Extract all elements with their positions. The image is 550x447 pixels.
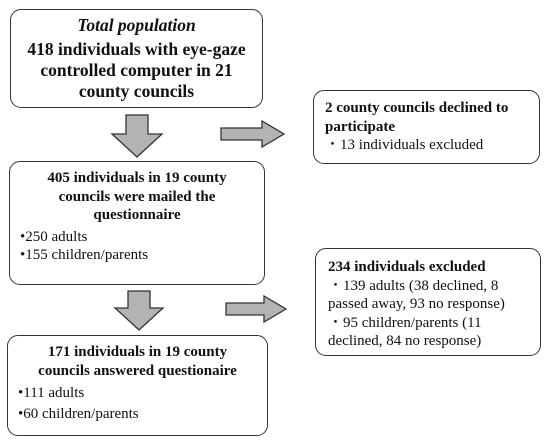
mailed-item-adults: •250 adults (20, 228, 88, 245)
answered-items (18, 384, 267, 423)
down-arrow-1 (112, 115, 162, 157)
total-population-heading: Total population (77, 15, 196, 35)
excluded-title: 234 individuals excluded (328, 259, 486, 275)
declined-title (325, 99, 539, 136)
excluded-item-1: ・139 adults (38 declined, 8 (328, 277, 499, 294)
mailed-line-3: questionnaire (93, 207, 181, 223)
declined-councils-box (313, 90, 540, 164)
answered-line-2: councils answered questionaire (38, 362, 237, 379)
declined-line-1: 2 county councils declined to (325, 100, 509, 116)
answered-questionnaire-box (7, 335, 268, 436)
total-population-text (11, 39, 262, 102)
total-line-2: controlled computer in 21 (40, 60, 233, 80)
total-line-3: county councils (78, 81, 195, 101)
answered-item-adults: •111 adults (18, 385, 85, 401)
excluded-item-4: declined, 84 no response) (328, 333, 482, 349)
mailed-item-children: •155 children/parents (20, 247, 149, 263)
answered-line-1: 171 individuals in 19 county (47, 344, 228, 360)
mailed-questionnaire-title (10, 169, 264, 225)
excluded-items (328, 277, 540, 351)
excluded-item-3: ・95 children/parents (11 (328, 314, 482, 331)
mailed-items (20, 228, 264, 265)
mailed-line-1: 405 individuals in 19 county (47, 170, 227, 186)
total-line-1: 418 individuals with eye-gaze (27, 39, 246, 59)
mailed-line-2: councils were mailed the (58, 188, 216, 205)
excluded-item-2: passed away, 93 no response) (328, 296, 505, 312)
total-population-box (10, 9, 263, 108)
right-arrow-2 (226, 296, 286, 322)
declined-item-excluded: ・13 individuals excluded (325, 137, 484, 153)
declined-line-2: participate (325, 118, 395, 135)
answered-questionnaire-title (8, 343, 267, 380)
excluded-individuals-box (315, 248, 541, 356)
declined-items (325, 136, 539, 155)
mailed-questionnaire-box (9, 161, 265, 285)
right-arrow-1 (221, 121, 284, 147)
answered-item-children: •60 children/parents (18, 405, 139, 422)
down-arrow-2 (115, 291, 163, 330)
